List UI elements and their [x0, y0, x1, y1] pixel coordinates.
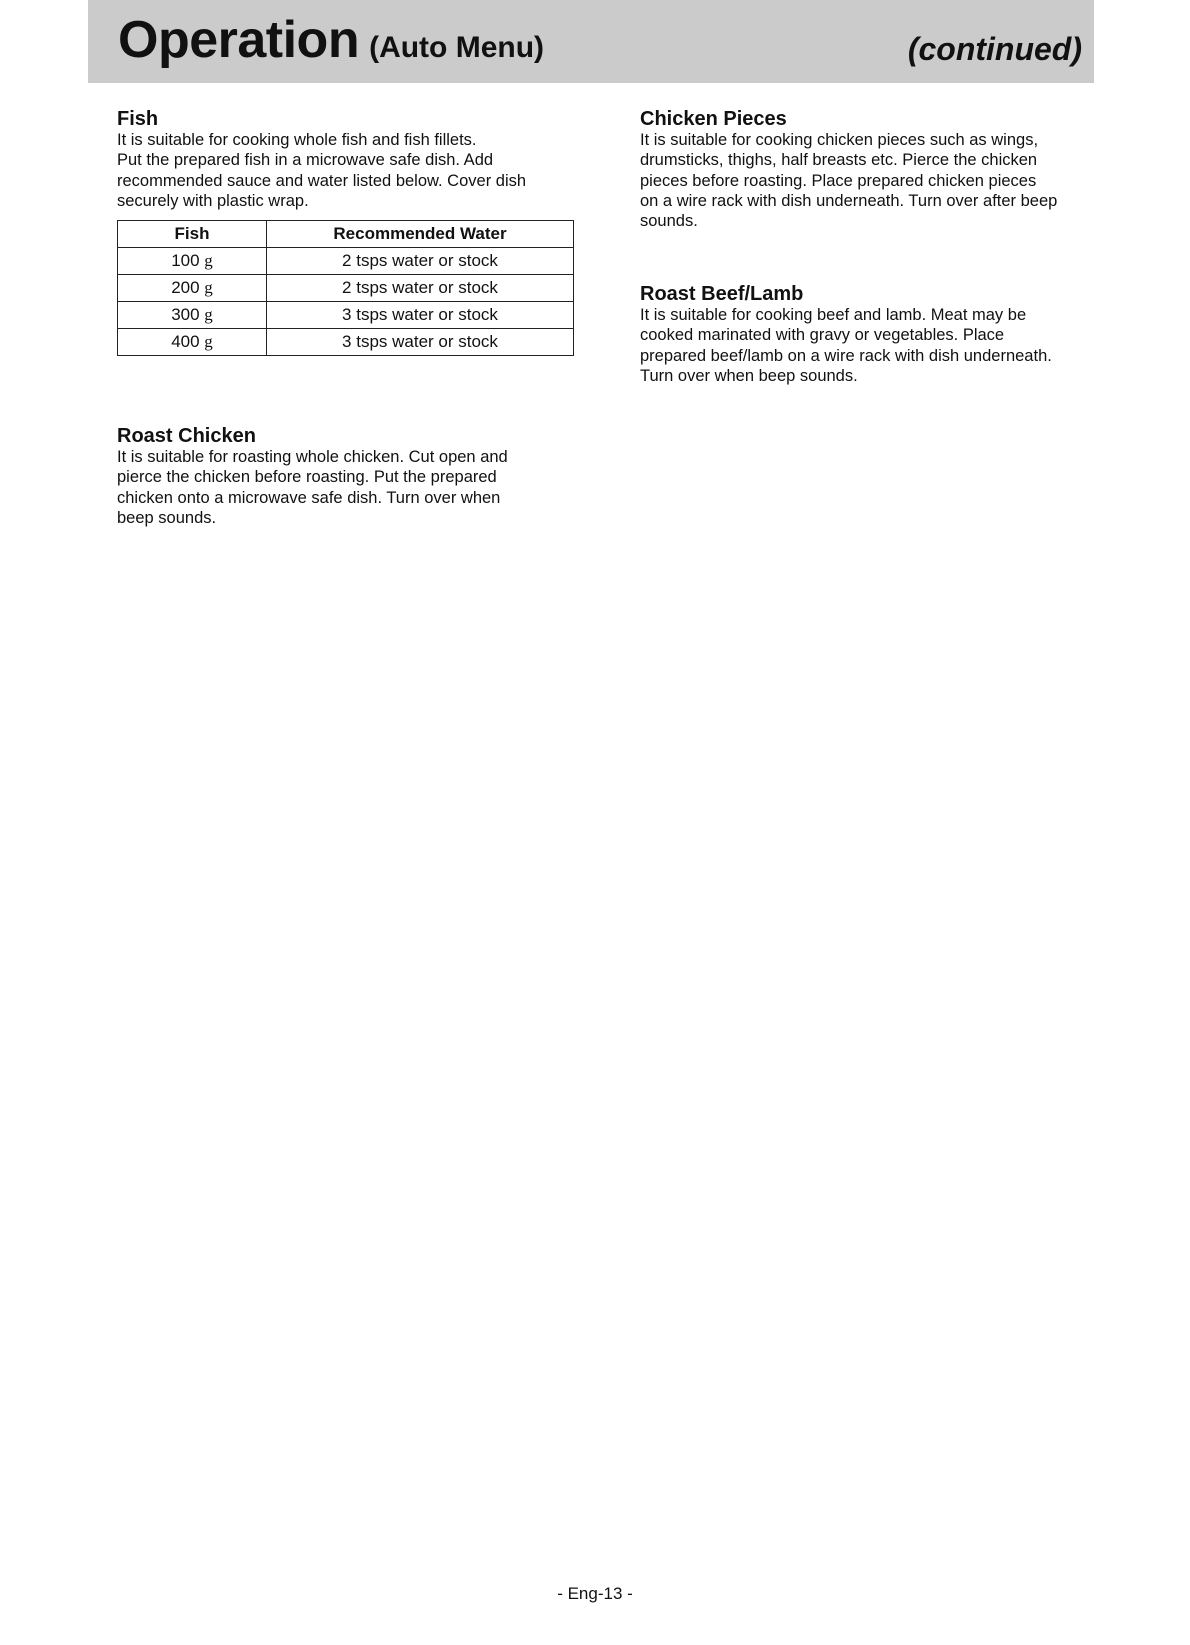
body-line: cooked marinated with gravy or vegetables. Place — [640, 326, 1005, 345]
section-body — [117, 130, 577, 211]
amount-value: 400 — [171, 332, 200, 351]
fish-amount-cell — [118, 329, 267, 356]
body-line: It is suitable for cooking chicken pieces such as wings, — [640, 131, 1039, 149]
section-heading: Roast Beef/Lamb — [640, 283, 804, 305]
column-header-water: Recommended Water — [267, 221, 574, 248]
page-number: - Eng-13 - — [557, 1584, 633, 1603]
section-heading: Roast Chicken — [117, 425, 256, 447]
page-header — [88, 0, 1094, 83]
section-roast-beef-lamb — [640, 283, 1100, 386]
water-cell: 2 tsps water or stock — [267, 275, 574, 302]
fish-amount-cell — [118, 248, 267, 275]
table-row — [118, 275, 574, 302]
body-line: sounds. — [640, 212, 698, 231]
section-body — [640, 130, 1100, 231]
amount-value: 100 — [171, 251, 200, 270]
body-line: on a wire rack with dish underneath. Turn over after beep — [640, 191, 1058, 210]
body-line: beep sounds. — [117, 508, 217, 527]
body-line: recommended sauce and water listed below. Cover dish — [117, 171, 527, 190]
section-heading: Chicken Pieces — [640, 108, 787, 130]
body-line: It is suitable for cooking whole fish and fish fillets. — [117, 131, 477, 149]
section-body — [117, 447, 577, 528]
section-fish — [117, 108, 577, 211]
body-line: pieces before roasting. Place prepared chicken pieces — [640, 171, 1037, 190]
body-line: drumsticks, thighs, half breasts etc. Pierce the chicken — [640, 151, 1038, 170]
column-header-fish: Fish — [118, 221, 267, 248]
amount-unit: g — [204, 278, 213, 297]
body-line: securely with plastic wrap. — [117, 191, 309, 210]
table-row — [118, 302, 574, 329]
section-chicken-pieces — [640, 108, 1100, 231]
table-row — [118, 329, 574, 356]
body-line: It is suitable for roasting whole chicken. Cut open and — [117, 448, 508, 466]
water-cell: 3 tsps water or stock — [267, 302, 574, 329]
body-line: pierce the chicken before roasting. Put the prepared — [117, 468, 497, 487]
body-line: Turn over when beep sounds. — [640, 366, 858, 385]
amount-unit: g — [204, 332, 213, 351]
section-body — [640, 305, 1100, 386]
water-cell: 2 tsps water or stock — [267, 248, 574, 275]
body-line: chicken onto a microwave safe dish. Turn over when — [117, 488, 501, 507]
amount-value: 200 — [171, 278, 200, 297]
continued-label: (continued) — [907, 31, 1082, 67]
table-header-row — [118, 221, 574, 248]
fish-amount-cell — [118, 275, 267, 302]
page-title — [118, 11, 545, 69]
page-title-main: Operation — [118, 11, 360, 69]
amount-unit: g — [204, 305, 213, 324]
page-title-subtitle: (Auto Menu) — [369, 31, 545, 64]
fish-amount-cell — [118, 302, 267, 329]
fish-water-table — [117, 220, 574, 356]
amount-value: 300 — [171, 305, 200, 324]
water-cell: 3 tsps water or stock — [267, 329, 574, 356]
body-line: Put the prepared fish in a microwave safe dish. Add — [117, 151, 494, 170]
amount-unit: g — [204, 251, 213, 270]
table-row — [118, 248, 574, 275]
section-heading: Fish — [117, 108, 159, 130]
section-roast-chicken — [117, 425, 577, 528]
body-line: It is suitable for cooking beef and lamb. Meat may be — [640, 306, 1027, 324]
body-line: prepared beef/lamb on a wire rack with dish underneath. — [640, 346, 1052, 365]
